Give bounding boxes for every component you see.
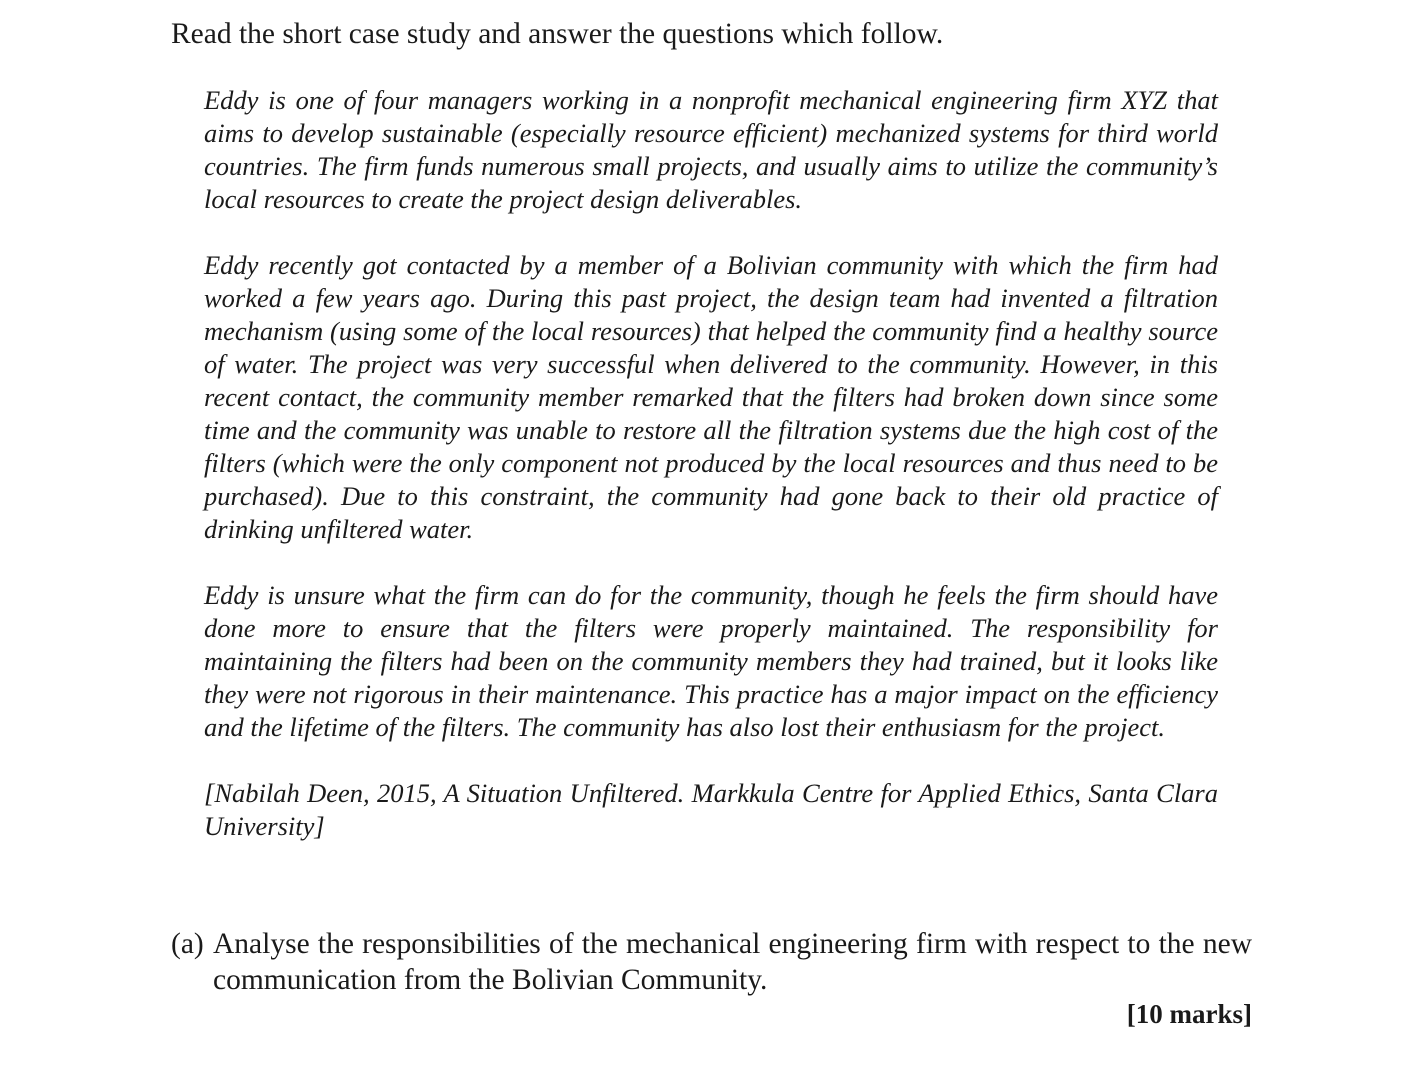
instruction-text: Read the short case study and answer the questions which follow. bbox=[171, 18, 944, 50]
case-citation: [Nabilah Deen, 2015, A Situation Unfiltered. Markkula Centre for Applied Ethics, Santa Clara University] bbox=[204, 778, 1218, 841]
question-a bbox=[171, 926, 1252, 1032]
question-marks: [10 marks] bbox=[1126, 999, 1252, 1029]
case-paragraph-2: Eddy recently got contacted by a member of a Bolivian community with which the firm had worked a few years ago. During this past project, the design team had invented a filtration mechanism (using some of the local resources) that helped the community find a healthy source of water. The project was very successful when delivered to the community. However, in this recent contact, the community member remarked that the filters had broken down since some time and the community was unable to restore all the filtration systems due the high cost of the filters (which were the only component not produced by the local resources and thus need to be purchased). Due to this constraint, the community had gone back to their old practice of drinking unfiltered water. bbox=[204, 250, 1218, 544]
question-text: Analyse the responsibilities of the mechanical engineering firm with respect to the new communication from the Bolivian Community. bbox=[213, 928, 1252, 996]
case-paragraph-1: Eddy is one of four managers working in a nonprofit mechanical engineering firm XYZ that aims to develop sustainable (especially resource efficient) mechanized systems for third world countries. The firm funds numerous small projects, and usually aims to utilize the community’s local resources to create the project design deliverables. bbox=[204, 85, 1218, 214]
question-label: (a) bbox=[171, 928, 204, 960]
case-study bbox=[204, 84, 1218, 843]
case-paragraph-3: Eddy is unsure what the firm can do for the community, though he feels the firm should have done more to ensure that the filters were properly maintained. The responsibility for maintaining the filters had been on the community members they had trained, but it looks like they were not rigorous in their maintenance. This practice has a major impact on the efficiency and the lifetime of the filters. The community has also lost their enthusiasm for the project. bbox=[204, 580, 1218, 742]
